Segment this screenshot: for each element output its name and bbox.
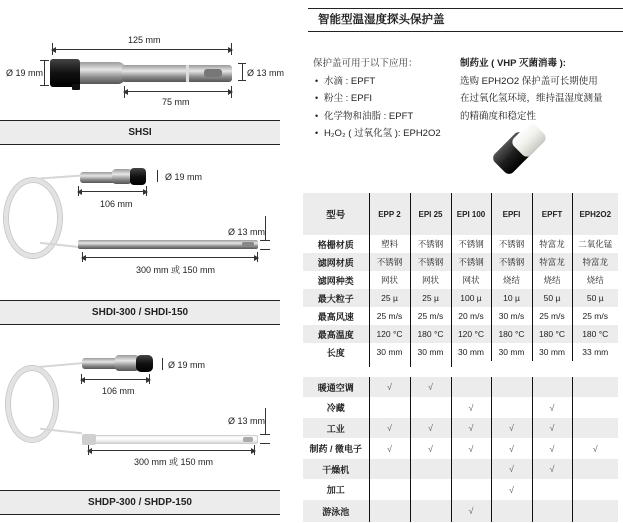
row-label: 冷藏 xyxy=(326,403,345,413)
cell: 网状 xyxy=(451,271,491,289)
check-cell: √ xyxy=(369,418,410,438)
cell: 不锈钢 xyxy=(451,235,491,253)
dim-probe-length: 300 mm 或 150 mm xyxy=(136,265,216,275)
cell: 30 mm xyxy=(451,343,491,361)
pharma-line: 选购 EPH2O2 保护盖可长期使用 xyxy=(460,75,598,87)
spec-header-row xyxy=(303,193,618,235)
cell: 30 m/s xyxy=(491,307,532,325)
table-row xyxy=(303,459,618,479)
dim-line-handle-length xyxy=(78,191,147,192)
cell: 烧结 xyxy=(491,271,532,289)
table-row xyxy=(303,418,618,438)
check-cell xyxy=(369,500,410,522)
dim-tick xyxy=(260,240,270,241)
dim-probe-diameter: Ø 13 mm xyxy=(228,227,266,237)
dim-line-total-length xyxy=(52,49,232,50)
dim-line-handle-diameter xyxy=(162,358,163,370)
row-label: 格栅材质 xyxy=(317,239,354,250)
dim-tick xyxy=(40,60,49,61)
probe-rod xyxy=(78,240,258,249)
cell: 120 °C xyxy=(451,325,491,343)
dim-tick xyxy=(260,434,270,435)
cell: 网状 xyxy=(369,271,410,289)
cell: 30 mm xyxy=(369,343,410,361)
cell: 不锈钢 xyxy=(410,253,451,271)
check-cell: √ xyxy=(369,438,410,459)
column-divider xyxy=(451,360,452,367)
check-cell: √ xyxy=(491,438,532,459)
pharma-line: 在过氧化氢环境，维持温湿度测量 xyxy=(460,93,603,104)
dim-tip-diameter: Ø 13 mm xyxy=(247,68,285,78)
row-label: 工业 xyxy=(303,418,369,438)
cell: 10 µ xyxy=(491,289,532,307)
probe-slot xyxy=(242,242,254,247)
check-cell: √ xyxy=(451,500,491,522)
row-label: 加工 xyxy=(326,485,345,495)
row-label: 干燥机 xyxy=(303,459,369,479)
cell: 30 mm xyxy=(410,343,451,361)
dim-line-handle-diameter xyxy=(157,170,158,182)
check-cell: √ xyxy=(451,438,491,459)
row-label: 最大粒子 xyxy=(303,289,369,307)
check-cell xyxy=(572,479,618,500)
check-cell: √ xyxy=(451,418,491,438)
probe-slot xyxy=(204,69,222,77)
check-cell xyxy=(410,479,451,500)
probe-clip xyxy=(72,84,80,90)
check-cell: √ xyxy=(532,397,572,418)
dim-line-handle-length xyxy=(81,379,150,380)
cell: 50 µ xyxy=(572,289,618,307)
dim-line-probe-length xyxy=(82,257,258,258)
cell: 33 mm xyxy=(572,343,618,361)
cell: 50 µ xyxy=(532,289,572,307)
cell: 塑料 xyxy=(369,235,410,253)
check-cell xyxy=(572,500,618,522)
pharma-title: 制药业 ( VHP 灭菌消毒 ): xyxy=(460,58,566,69)
table-row xyxy=(303,325,618,343)
cell: 180 °C xyxy=(572,325,618,343)
protective-cap-image xyxy=(490,122,552,180)
check-cell xyxy=(410,397,451,418)
check-cell: √ xyxy=(491,418,532,438)
pharma-note xyxy=(460,55,620,125)
check-cell xyxy=(369,479,410,500)
header-cell: 型号 xyxy=(303,193,369,235)
check-cell xyxy=(572,418,618,438)
cell: 烧结 xyxy=(532,271,572,289)
dim-handle-length: 106 mm xyxy=(102,386,135,396)
table-row xyxy=(303,307,618,325)
cell: 不锈钢 xyxy=(451,253,491,271)
cell: 特富龙 xyxy=(532,235,572,253)
handle-neck xyxy=(112,169,132,184)
dim-tip-length: 75 mm xyxy=(162,97,190,107)
header-cell: EPI 25 xyxy=(410,193,451,235)
dim-line-probe-diameter xyxy=(265,408,266,434)
check-cell xyxy=(491,397,532,418)
cell: 不锈钢 xyxy=(491,253,532,271)
probe-head xyxy=(50,59,80,87)
check-cell: √ xyxy=(491,459,532,479)
row-label: 滤网种类 xyxy=(317,275,354,286)
handle-head xyxy=(136,355,153,372)
check-cell: √ xyxy=(369,377,410,397)
dim-line-probe-length xyxy=(88,450,255,451)
check-cell xyxy=(410,459,451,479)
header-cell: EPFT xyxy=(532,193,572,235)
application-item: • 粉尘 : EPFI xyxy=(313,90,441,108)
cell: 100 µ xyxy=(451,289,491,307)
cell: 25 m/s xyxy=(532,307,572,325)
check-cell: √ xyxy=(572,438,618,459)
row-label: 暖通空调 xyxy=(303,377,369,397)
cell: 25 m/s xyxy=(410,307,451,325)
check-cell xyxy=(572,459,618,479)
table-row xyxy=(303,397,618,418)
section-title: 智能型温湿度探头保护盖 xyxy=(308,8,623,32)
row-label: 长度 xyxy=(326,347,345,358)
check-cell xyxy=(491,500,532,522)
applications-intro: 保护盖可用于以下应用： xyxy=(313,58,418,69)
cell: 特富龙 xyxy=(572,253,618,271)
handle-head xyxy=(130,168,146,185)
check-cell xyxy=(572,377,618,397)
cable-coil xyxy=(4,178,62,258)
application-table xyxy=(303,377,618,522)
check-cell: √ xyxy=(451,397,491,418)
application-item: • 化学物和油脂 : EPFT xyxy=(313,108,441,126)
dim-tick xyxy=(260,443,270,444)
check-cell xyxy=(410,500,451,522)
spec-table xyxy=(303,193,618,361)
dim-probe-length: 300 mm 或 150 mm xyxy=(134,457,214,467)
row-label: 滤网材质 xyxy=(303,253,369,271)
dim-handle-length: 106 mm xyxy=(100,199,133,209)
probe-slot xyxy=(243,437,253,442)
cell: 网状 xyxy=(410,271,451,289)
cell: 180 °C xyxy=(532,325,572,343)
row-label: 制药 / 微电子 xyxy=(309,444,362,454)
header-cell: EPP 2 xyxy=(369,193,410,235)
check-cell xyxy=(369,397,410,418)
dim-tick xyxy=(40,85,49,86)
cell: 20 m/s xyxy=(451,307,491,325)
dim-handle-diameter: Ø 19 mm xyxy=(165,172,203,182)
cell: 25 m/s xyxy=(369,307,410,325)
row-label: 最高风速 xyxy=(317,311,354,322)
table-row xyxy=(303,479,618,500)
cell: 不锈钢 xyxy=(491,235,532,253)
cell: 25 µ xyxy=(410,289,451,307)
probe-rod xyxy=(82,435,258,444)
check-cell: √ xyxy=(410,418,451,438)
check-cell xyxy=(572,397,618,418)
table-row xyxy=(303,438,618,459)
dim-line-tip-diameter xyxy=(242,63,243,80)
dim-total-length: 125 mm xyxy=(128,35,161,45)
dim-tick xyxy=(238,63,246,64)
cell: 烧结 xyxy=(572,271,618,289)
dim-line-tip-length xyxy=(124,91,232,92)
dim-handle-diameter: Ø 19 mm xyxy=(168,360,206,370)
cell: 180 °C xyxy=(491,325,532,343)
check-cell xyxy=(451,479,491,500)
cell: 25 m/s xyxy=(572,307,618,325)
cell: 180 °C xyxy=(410,325,451,343)
check-cell: √ xyxy=(410,438,451,459)
probe-ring xyxy=(186,65,189,82)
check-cell: √ xyxy=(532,438,572,459)
cable xyxy=(38,362,84,368)
row-label: 最高温度 xyxy=(303,325,369,343)
check-cell xyxy=(451,377,491,397)
header-cell: EPFI xyxy=(491,193,532,235)
cell: 不锈钢 xyxy=(410,235,451,253)
table-row xyxy=(303,377,618,397)
dim-line-probe-diameter xyxy=(265,216,266,240)
product-label-shsi: SHSI xyxy=(0,120,280,145)
table-row xyxy=(303,271,618,289)
table-row xyxy=(303,253,618,271)
table-row xyxy=(303,343,618,361)
column-divider xyxy=(369,360,370,367)
cell: 30 mm xyxy=(532,343,572,361)
check-cell xyxy=(532,500,572,522)
header-cell: EPH2O2 xyxy=(572,193,618,235)
cell: 25 µ xyxy=(369,289,410,307)
check-cell: √ xyxy=(532,459,572,479)
check-cell xyxy=(369,459,410,479)
check-cell: √ xyxy=(491,479,532,500)
cell: 不锈钢 xyxy=(369,253,410,271)
product-label-shdi: SHDI-300 / SHDI-150 xyxy=(0,300,280,325)
cell: 二氧化锰 xyxy=(572,235,618,253)
check-cell xyxy=(532,479,572,500)
table-row xyxy=(303,500,618,522)
table-row xyxy=(303,289,618,307)
column-divider xyxy=(410,360,411,367)
cell: 120 °C xyxy=(369,325,410,343)
applications-list xyxy=(313,55,441,143)
check-cell xyxy=(491,377,532,397)
dim-probe-diameter: Ø 13 mm xyxy=(228,416,266,426)
row-label: 游泳池 xyxy=(303,500,369,522)
application-item: • 水滴 : EPFT xyxy=(313,73,441,91)
probe-collar xyxy=(82,434,96,445)
cell: 30 mm xyxy=(491,343,532,361)
dim-tick xyxy=(260,249,270,250)
dim-line-head-diameter xyxy=(44,60,45,85)
dim-tick xyxy=(238,80,246,81)
probe-neck xyxy=(80,62,126,84)
cell: 特富龙 xyxy=(532,253,572,271)
product-label-shdp: SHDP-300 / SHDP-150 xyxy=(0,490,280,515)
check-cell: √ xyxy=(410,377,451,397)
header-cell: EPI 100 xyxy=(451,193,491,235)
application-item: • H₂O₂ ( 过氧化氢 ): EPH2O2 xyxy=(313,125,441,143)
table-row xyxy=(303,235,618,253)
dim-head-diameter: Ø 19 mm xyxy=(6,68,44,78)
check-cell xyxy=(532,377,572,397)
cable xyxy=(40,175,82,180)
check-cell: √ xyxy=(532,418,572,438)
check-cell xyxy=(451,459,491,479)
pharma-line: 的精确度和稳定性 xyxy=(460,110,537,122)
